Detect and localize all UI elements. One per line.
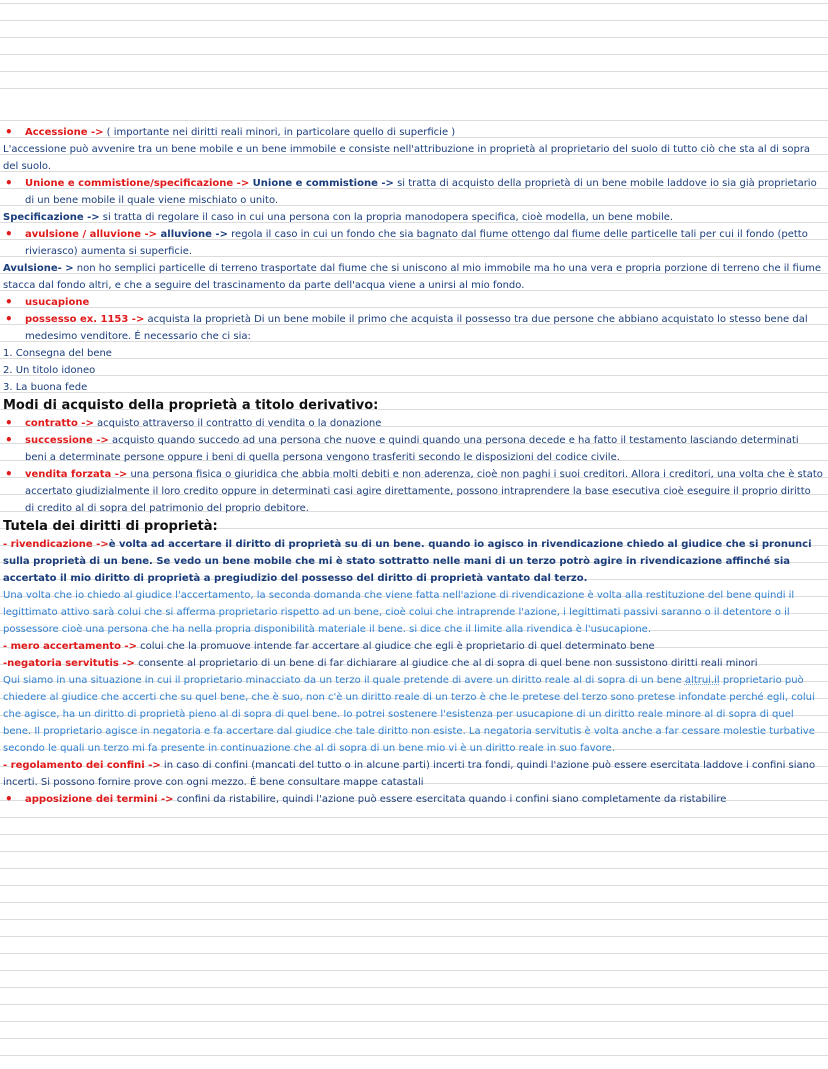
mero-accertamento: - mero accertamento -> colui che la promuove intende far accertare al giudice che egli è proprietario di quel determinato bene — [3, 641, 655, 652]
list-item: 2. Un titolo idoneo — [3, 365, 96, 376]
list-item: 3. La buona fede — [3, 382, 88, 393]
heading-derivativo: Modi di acquisto della proprietà a titolo derivativo: — [3, 398, 379, 413]
bullet-apposizione-termini: • apposizione dei termini -> confini da ristabilire, quindi l'azione può essere esercitata quando i confini siano completamente da ristabilire — [3, 791, 823, 808]
term-accessione: Accessione -> — [25, 127, 104, 138]
notes-body — [3, 124, 823, 808]
bullet-avulsione: • avulsione / alluvione -> alluvione -> regola il caso in cui un fondo che sia bagnato dal fiume ottengo dal fiume delle particelle tali per cui il fondo (petto rivierasco) aumenta si superficie. — [3, 226, 823, 260]
bullet-contratto: • contratto -> acquisto attraverso il contratto di vendita o la donazione — [3, 415, 823, 432]
bullet-accessione: • Accessione -> ( importante nei diritti reali minori, in particolare quello di superficie ) — [3, 124, 823, 141]
bullet-usucapione: • usucapione — [3, 294, 823, 311]
accessione-definition: L'accessione può avvenire tra un bene mobile e un bene immobile e consiste nell'attribuzione in proprietà al proprietario del suolo di tutto ciò che sta al di sopra del suolo. — [3, 144, 811, 172]
specificazione-line: Specificazione -> si tratta di regolare il caso in cui una persona con la propria manodopera specifica, cioè modella, un bene mobile. — [3, 212, 674, 223]
heading-tutela: Tutela dei diritti di proprietà: — [3, 519, 218, 534]
bullet-vendita-forzata: • vendita forzata -> una persona fisica o giuridica che abbia molti debiti e non aderenza, cioè non paghi i suoi creditori. Allora i creditori, una volta che è stato accertato giudizialmente il loro credito oppure in determinati casi agire direttamente, possono intraprendere la base esecutiva cioè eseguire il proprio diritto di credito al di sopra del patrimonio del proprio debitore. — [3, 466, 823, 517]
regolamento-confini: - regolamento dei confini -> in caso di confini (mancati del tutto o in alcune parti) incerti tra fondi, quindi l'azione può essere esercitata laddove i confini siano incerti. Si possono fornire prove con ogni mezzo. É bene consultare mappe catastali — [3, 760, 816, 788]
bullet-unione: • Unione e commistione/specificazione -> Unione e commistione -> si tratta di acquisto della proprietà di un bene mobile laddove io sia già proprietario di un bene mobile il quale viene mischiato o unito. — [3, 175, 823, 209]
rivendicazione-paragraph: - rivendicazione ->è volta ad accertare il diritto di proprietà su di un bene. quando io agisco in rivendicazione chiedo al giudice che si pronunci sulla proprietà di un bene. Se vedo un bene mobile che mi è stato sottratto nelle mani di un terzo potrò agire in rivendicazione affinché sia accertato il mio diritto di proprietà a pregiudizio del possesso del diritto di proprietà vantato dal terzo. — [3, 539, 812, 584]
list-item: 1. Consegna del bene — [3, 348, 112, 359]
negatoria-servitutis: -negatoria servitutis -> consente al proprietario di un bene di far dichiarare al giudice che al di sopra di quel bene non sussistono diritti reali minori — [3, 658, 758, 669]
negatoria-note: Qui siamo in una situazione in cui il proprietario minacciato da un terzo il quale pretende di avere un diritto reale al di sopra di un bene altrui.il proprietario può chiedere al giudice che accerti che su quel bene, che è suo, non c'è un diritto reale di un terzo è che le pretese del terzo sono pretese infondate perché egli, colui che agisce, ha un diritto di proprietà pieno al di sopra di quel bene. Io potrei sostenere l'esistenza per usucapione di un diritto reale minore al di sopra di quel bene. Il proprietario agisce in negatoria e fa accertare dal giudice che tale diritto non esiste. La negatoria servitutis è volta anche a far cessare molestie turbative secondo le quali un terzo mi fa presente in continuazione che al di sopra di un bene mio vi è un diritto reale in suo favore. — [3, 675, 815, 754]
bullet-successione: • successione -> acquisto quando succedo ad una persona che nuove e quindi quando una persona decede e ha fatto il testamento lasciando determinati beni a determinate persone oppure i beni di quella persona vengono trasferiti secondo le disposizioni del codice civile. — [3, 432, 823, 466]
rivendicazione-note: Una volta che io chiedo al giudice l'accertamento, la seconda domanda che viene fatta nell'azione di rivendicazione è volta alla restituzione del bene quindi il legittimato attivo sarà colui che si afferma proprietario rispetto ad un bene, cioè colui che intraprende l'azione, i legittimati passivi saranno o il detentore o il possessore cioè una persona che ha nella propria disponibilità materiale il bene. si dice che il limite alla rivendica è l'usucapione. — [3, 590, 795, 635]
avulsione-definition: Avulsione- > non ho semplici particelle di terreno trasportate dal fiume che si uniscono al mio immobile ma ho una vera e propria porzione di terreno che il fiume stacca dal fondo altri, e che a seguire del trascinamento da parte dell'acqua viene a unirsi al mio fondo. — [3, 263, 822, 291]
bullet-possesso: • possesso ex. 1153 -> acquista la proprietà Di un bene mobile il primo che acquista il possesso tra due persone che abbiano acquistato lo stesso bene dal medesimo venditore. É necessario che ci sia: — [3, 311, 823, 345]
